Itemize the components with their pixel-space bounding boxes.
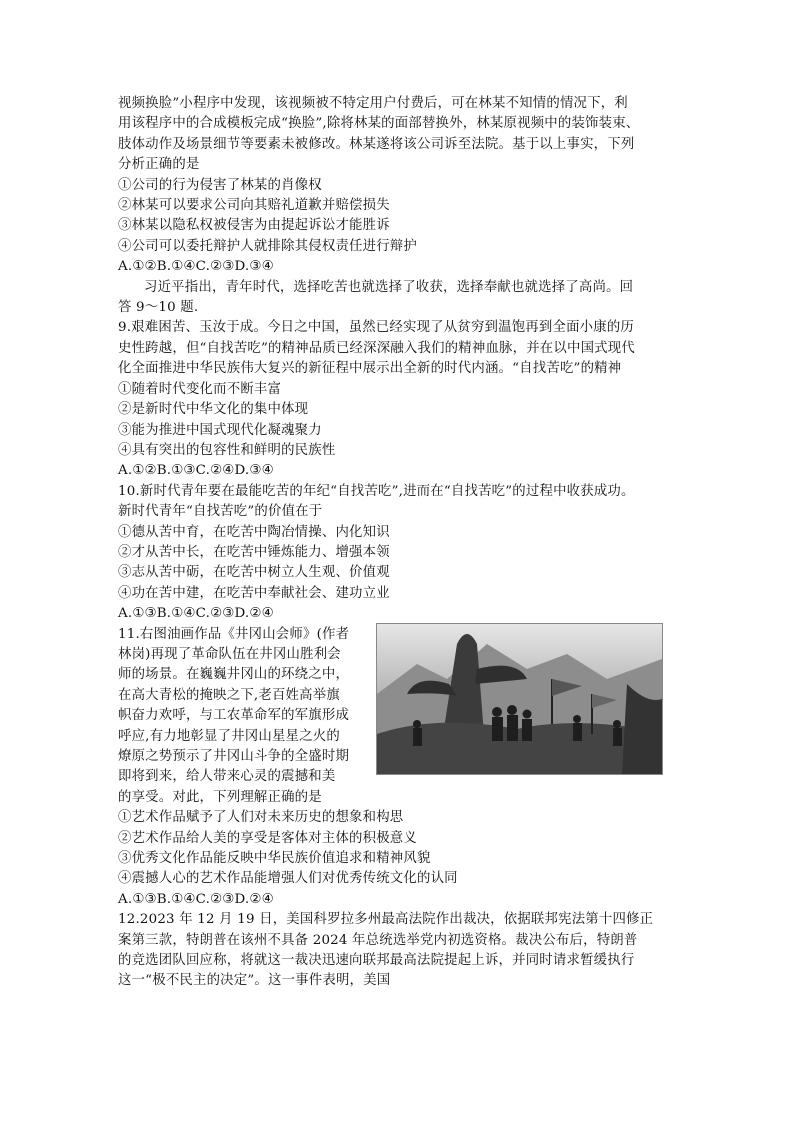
text-line: 燎原之势预示了井冈山斗争的全盛时期 bbox=[118, 749, 350, 764]
option-4: ④具有突出的包容性和鲜明的民族性 bbox=[118, 442, 336, 458]
text-line: 新时代青年“自找苦吃”的价值在于 bbox=[118, 504, 323, 520]
text-line: 案第三款，特朗普在该州不具备 2024 年总统选举党内初选资格。裁决公布后，特朗普 bbox=[118, 932, 638, 948]
option-1: ①随着时代变化而不断丰富 bbox=[118, 381, 282, 397]
text-line: 即将到来，给人带来心灵的震撼和美 bbox=[118, 769, 336, 785]
text-line: 这一“极不民主的决定”。这一事件表明，美国 bbox=[118, 973, 391, 989]
option-3: ③志从苦中砺，在吃苦中树立人生观、价值观 bbox=[118, 565, 390, 581]
painting-image bbox=[376, 623, 663, 775]
text-line: 分析正确的是 bbox=[118, 157, 200, 173]
option-1: ①艺术作品赋予了人们对未来历史的想象和构思 bbox=[118, 810, 404, 826]
option-3: ③能为推进中国式现代化凝魂聚力 bbox=[118, 422, 322, 438]
option-4: ④功在苦中建，在吃苦中奉献社会、建功立业 bbox=[118, 585, 390, 601]
question-stem: 10.新时代青年要在最能吃苦的年纪“自找苦吃”,进而在“自找苦吃”的过程中收获成功。 bbox=[118, 483, 635, 499]
text-line: 在高大青松的掩映之下,老百姓高举旗 bbox=[118, 687, 340, 703]
text-line: 答 9～10 题. bbox=[118, 300, 199, 316]
option-1: ①德从苦中育，在吃苦中陶冶情操、内化知识 bbox=[118, 524, 390, 540]
intro-9-10 bbox=[118, 278, 678, 319]
answer-choices: A.①③B.①④C.②③D.②④ bbox=[118, 606, 274, 622]
question-12 bbox=[118, 910, 678, 992]
option-4: ④公司可以委托辩护人就排除其侵权责任进行辩护 bbox=[118, 238, 417, 254]
text-line: 呼应,有力地彰显了井冈山星星之火的 bbox=[118, 728, 340, 744]
option-4: ④震撼人心的艺术作品能增强人们对优秀传统文化的认同 bbox=[118, 871, 458, 887]
text-line: 的竞选团队回应称，将就这一裁决迅速向联邦最高法院提起上诉，并同时请求暂缓执行 bbox=[118, 953, 635, 969]
question-9 bbox=[118, 318, 678, 481]
text-line: 肢体动作及场景细节等要素未被修改。林某遂将该公司诉至法院。基于以上事实，下列 bbox=[118, 136, 635, 152]
text-line: 习近平指出，青年时代，选择吃苦也就选择了收获，选择奉献也就选择了高尚。回 bbox=[144, 279, 634, 295]
text-line: 帜奋力欢呼，与工农革命军的军旗形成 bbox=[118, 708, 350, 724]
text-line: 师的场景。在巍巍井冈山的环绕之中， bbox=[118, 667, 350, 683]
answer-choices: A.①③B.①④C.②③D.②④ bbox=[118, 891, 274, 907]
question-stem: 9.艰难困苦、玉汝于成。今日之中国，虽然已经实现了从贫穷到温饱再到全面小康的历 bbox=[118, 320, 635, 336]
exam-page bbox=[118, 94, 678, 992]
option-1: ①公司的行为侵害了林某的肖像权 bbox=[118, 177, 322, 193]
text-line: 视频换脸”小程序中发现，该视频被不特定用户付费后，可在林某不知情的情况下，利 bbox=[118, 96, 628, 111]
text-line: 的享受。对此，下列理解正确的是 bbox=[118, 789, 322, 805]
option-3: ③林某以隐私权被侵害为由提起诉讼才能胜诉 bbox=[118, 218, 390, 234]
text-line: 史性跨越，但“自找苦吃”的精神品质已经深深融入我们的精神血脉，并在以中国式现代 bbox=[118, 340, 635, 356]
answer-choices: A.①②B.①③C.②④D.③④ bbox=[118, 463, 274, 479]
answer-choices: A.①②B.①④C.②③D.③④ bbox=[118, 259, 274, 275]
question-stem: 12.2023 年 12 月 19 日，美国科罗拉多州最高法院作出裁决，依据联邦宪法第十四修正 bbox=[118, 912, 654, 928]
oil-painting-illustration bbox=[377, 624, 662, 774]
option-2: ②艺术作品给人美的享受是客体对主体的积极意义 bbox=[118, 830, 417, 846]
option-3: ③优秀文化作品能反映中华民族价值追求和精神风貌 bbox=[118, 851, 431, 867]
question-10 bbox=[118, 482, 678, 625]
question-stem: 11.右图油画作品《井冈山会师》(作者 bbox=[118, 626, 350, 642]
text-line: 用该程序中的合成模板完成“换脸”,除将林某的面部替换外，林某原视频中的装饰装束、 bbox=[118, 116, 640, 132]
option-2: ②才从苦中长，在吃苦中锤炼能力、增强本领 bbox=[118, 544, 390, 560]
text-line: 林岗)再现了革命队伍在井冈山胜利会 bbox=[118, 646, 341, 662]
question-8-continued bbox=[118, 94, 678, 278]
text-line: 化全面推进中华民族伟大复兴的新征程中展示出全新的时代内涵。“自找苦吃”的精神 bbox=[118, 361, 622, 377]
option-2: ②是新时代中华文化的集中体现 bbox=[118, 402, 309, 418]
question-11 bbox=[118, 625, 678, 911]
option-2: ②林某可以要求公司向其赔礼道歉并赔偿损失 bbox=[118, 198, 390, 214]
